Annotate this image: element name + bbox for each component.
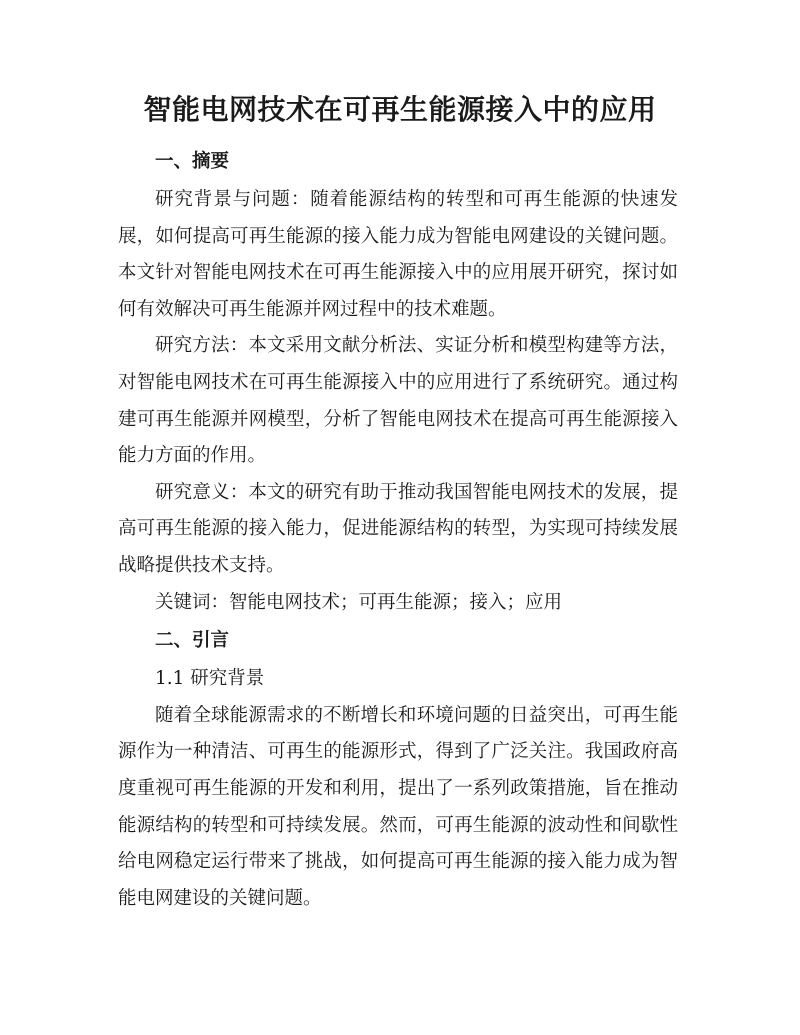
abstract-heading: 一、摘要 bbox=[155, 151, 230, 172]
document-body bbox=[118, 142, 678, 917]
document-title: 智能电网技术在可再生能源接入中的应用 bbox=[143, 93, 657, 126]
abstract-background-paragraph: 研究背景与问题：随着能源结构的转型和可再生能源的快速发展，如何提高可再生能源的接入能力成为智能电网建设的关键问题。本文针对智能电网技术在可再生能源接入中的应用展开研究，探讨如何有效解决可再生能源并网过程中的技术难题。 bbox=[118, 189, 678, 320]
introduction-heading: 二、引言 bbox=[155, 630, 230, 652]
research-background-subheading: 1.1 研究背景 bbox=[155, 668, 265, 690]
abstract-methods-paragraph: 研究方法：本文采用文献分析法、实证分析和模型构建等方法，对智能电网技术在可再生能源接入中的应用进行了系统研究。通过构建可再生能源并网模型，分析了智能电网技术在提高可再生能源接入能力方面的作用。 bbox=[118, 335, 678, 467]
research-background-paragraph: 随着全球能源需求的不断增长和环境问题的日益突出，可再生能源作为一种清洁、可再生的能源形式，得到了广泛关注。我国政府高度重视可再生能源的开发和利用，提出了一系列政策措施，旨在推动能源结构的转型和可持续发展。然而，可再生能源的波动性和间歇性给电网稳定运行带来了挑战，如何提高可再生能源的接入能力成为智能电网建设的关键问题。 bbox=[118, 704, 678, 909]
abstract-significance-paragraph: 研究意义：本文的研究有助于推动我国智能电网技术的发展，提高可再生能源的接入能力，促进能源结构的转型，为实现可持续发展战略提供技术支持。 bbox=[118, 481, 678, 576]
keywords-line: 关键词：智能电网技术；可再生能源；接入；应用 bbox=[155, 591, 563, 613]
